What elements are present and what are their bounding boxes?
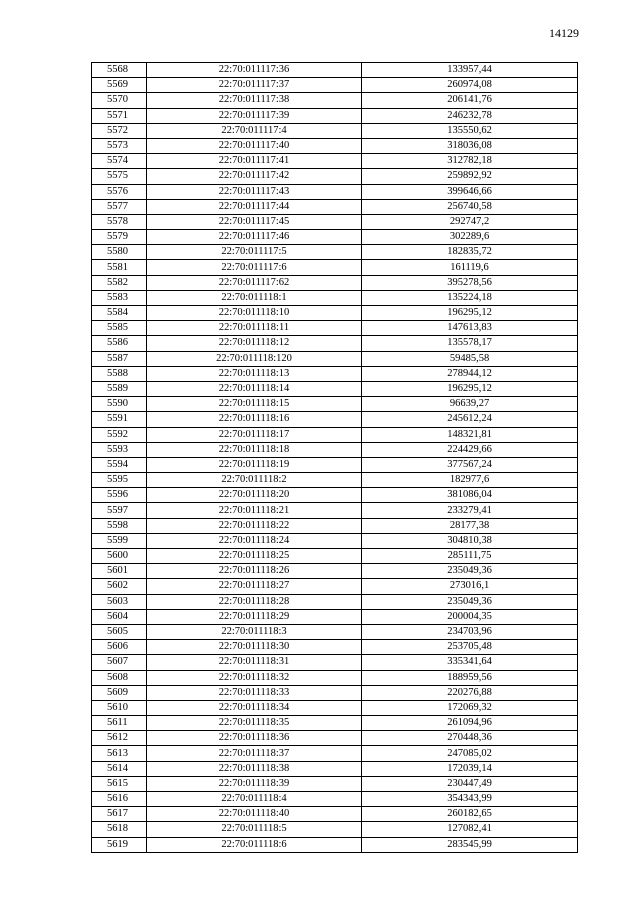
- cadastral-number-cell: 22:70:011118:6: [147, 837, 362, 852]
- row-number-cell: 5569: [92, 78, 147, 93]
- table-row: [92, 245, 578, 260]
- table-row: [92, 624, 578, 639]
- cadastral-number-cell: 22:70:011117:5: [147, 245, 362, 260]
- table-row: [92, 154, 578, 169]
- cadastral-number-cell: 22:70:011117:39: [147, 108, 362, 123]
- row-number-cell: 5576: [92, 184, 147, 199]
- row-number-cell: 5616: [92, 792, 147, 807]
- table-row: [92, 594, 578, 609]
- cadastral-value-cell: 96639,27: [362, 397, 578, 412]
- table-row: [92, 63, 578, 78]
- row-number-cell: 5596: [92, 488, 147, 503]
- table-row: [92, 700, 578, 715]
- table-row: [92, 579, 578, 594]
- cadastral-number-cell: 22:70:011118:10: [147, 306, 362, 321]
- cadastral-value-table: [91, 62, 578, 853]
- cadastral-value-cell: 259892,92: [362, 169, 578, 184]
- table-row: [92, 640, 578, 655]
- cadastral-number-cell: 22:70:011117:37: [147, 78, 362, 93]
- cadastral-value-cell: 148321,81: [362, 427, 578, 442]
- cadastral-number-cell: 22:70:011118:29: [147, 609, 362, 624]
- table-row: [92, 230, 578, 245]
- row-number-cell: 5594: [92, 457, 147, 472]
- cadastral-number-cell: 22:70:011118:25: [147, 549, 362, 564]
- row-number-cell: 5587: [92, 351, 147, 366]
- table-row: [92, 260, 578, 275]
- row-number-cell: 5601: [92, 564, 147, 579]
- cadastral-value-cell: 247085,02: [362, 746, 578, 761]
- table-row: [92, 169, 578, 184]
- cadastral-value-cell: 354343,99: [362, 792, 578, 807]
- table-row: [92, 776, 578, 791]
- row-number-cell: 5611: [92, 716, 147, 731]
- row-number-cell: 5604: [92, 609, 147, 624]
- cadastral-value-cell: 135224,18: [362, 290, 578, 305]
- row-number-cell: 5582: [92, 275, 147, 290]
- cadastral-value-cell: 200004,35: [362, 609, 578, 624]
- cadastral-number-cell: 22:70:011117:44: [147, 199, 362, 214]
- table-row: [92, 321, 578, 336]
- cadastral-number-cell: 22:70:011118:15: [147, 397, 362, 412]
- cadastral-value-cell: 260182,65: [362, 807, 578, 822]
- cadastral-number-cell: 22:70:011118:18: [147, 442, 362, 457]
- cadastral-number-cell: 22:70:011118:13: [147, 366, 362, 381]
- table-row: [92, 685, 578, 700]
- cadastral-number-cell: 22:70:011118:16: [147, 412, 362, 427]
- cadastral-value-cell: 302289,6: [362, 230, 578, 245]
- row-number-cell: 5584: [92, 306, 147, 321]
- row-number-cell: 5617: [92, 807, 147, 822]
- row-number-cell: 5585: [92, 321, 147, 336]
- cadastral-number-cell: 22:70:011118:22: [147, 518, 362, 533]
- row-number-cell: 5586: [92, 336, 147, 351]
- cadastral-value-cell: 172039,14: [362, 761, 578, 776]
- row-number-cell: 5570: [92, 93, 147, 108]
- cadastral-number-cell: 22:70:011117:43: [147, 184, 362, 199]
- row-number-cell: 5593: [92, 442, 147, 457]
- table-row: [92, 123, 578, 138]
- row-number-cell: 5609: [92, 685, 147, 700]
- table-row: [92, 822, 578, 837]
- cadastral-number-cell: 22:70:011118:32: [147, 670, 362, 685]
- row-number-cell: 5575: [92, 169, 147, 184]
- row-number-cell: 5614: [92, 761, 147, 776]
- table-row: [92, 457, 578, 472]
- cadastral-value-cell: 273016,1: [362, 579, 578, 594]
- table-row: [92, 564, 578, 579]
- table-row: [92, 351, 578, 366]
- cadastral-value-cell: 381086,04: [362, 488, 578, 503]
- cadastral-number-cell: 22:70:011118:38: [147, 761, 362, 776]
- table-row: [92, 473, 578, 488]
- table-row: [92, 138, 578, 153]
- cadastral-value-cell: 147613,83: [362, 321, 578, 336]
- cadastral-value-cell: 246232,78: [362, 108, 578, 123]
- row-number-cell: 5572: [92, 123, 147, 138]
- table-row: [92, 184, 578, 199]
- row-number-cell: 5578: [92, 214, 147, 229]
- row-number-cell: 5619: [92, 837, 147, 852]
- cadastral-number-cell: 22:70:011117:62: [147, 275, 362, 290]
- cadastral-value-cell: 245612,24: [362, 412, 578, 427]
- cadastral-number-cell: 22:70:011117:36: [147, 63, 362, 78]
- cadastral-number-cell: 22:70:011118:39: [147, 776, 362, 791]
- row-number-cell: 5607: [92, 655, 147, 670]
- row-number-cell: 5589: [92, 381, 147, 396]
- cadastral-value-cell: 292747,2: [362, 214, 578, 229]
- table-row: [92, 488, 578, 503]
- cadastral-value-cell: 182835,72: [362, 245, 578, 260]
- cadastral-number-cell: 22:70:011118:3: [147, 624, 362, 639]
- row-number-cell: 5568: [92, 63, 147, 78]
- table-row: [92, 655, 578, 670]
- row-number-cell: 5605: [92, 624, 147, 639]
- cadastral-value-cell: 318036,08: [362, 138, 578, 153]
- cadastral-value-cell: 59485,58: [362, 351, 578, 366]
- table-row: [92, 290, 578, 305]
- cadastral-value-cell: 283545,99: [362, 837, 578, 852]
- cadastral-value-cell: 278944,12: [362, 366, 578, 381]
- row-number-cell: 5599: [92, 533, 147, 548]
- table-row: [92, 746, 578, 761]
- cadastral-number-cell: 22:70:011117:4: [147, 123, 362, 138]
- cadastral-number-cell: 22:70:011118:11: [147, 321, 362, 336]
- page-number: 14129: [549, 26, 579, 40]
- row-number-cell: 5581: [92, 260, 147, 275]
- table-row: [92, 609, 578, 624]
- row-number-cell: 5597: [92, 503, 147, 518]
- cadastral-value-cell: 335341,64: [362, 655, 578, 670]
- cadastral-value-cell: 127082,41: [362, 822, 578, 837]
- table-row: [92, 78, 578, 93]
- table-row: [92, 442, 578, 457]
- cadastral-number-cell: 22:70:011117:40: [147, 138, 362, 153]
- cadastral-number-cell: 22:70:011118:12: [147, 336, 362, 351]
- row-number-cell: 5602: [92, 579, 147, 594]
- cadastral-number-cell: 22:70:011118:120: [147, 351, 362, 366]
- row-number-cell: 5615: [92, 776, 147, 791]
- table-body: [92, 63, 578, 853]
- cadastral-value-cell: 182977,6: [362, 473, 578, 488]
- table-row: [92, 549, 578, 564]
- cadastral-number-cell: 22:70:011118:40: [147, 807, 362, 822]
- table-row: [92, 503, 578, 518]
- cadastral-number-cell: 22:70:011118:27: [147, 579, 362, 594]
- cadastral-value-cell: 253705,48: [362, 640, 578, 655]
- table-row: [92, 108, 578, 123]
- cadastral-number-cell: 22:70:011118:31: [147, 655, 362, 670]
- cadastral-number-cell: 22:70:011118:20: [147, 488, 362, 503]
- table-row: [92, 397, 578, 412]
- cadastral-value-cell: 399646,66: [362, 184, 578, 199]
- cadastral-number-cell: 22:70:011118:36: [147, 731, 362, 746]
- cadastral-number-cell: 22:70:011118:35: [147, 716, 362, 731]
- cadastral-value-cell: 256740,58: [362, 199, 578, 214]
- cadastral-number-cell: 22:70:011118:30: [147, 640, 362, 655]
- row-number-cell: 5608: [92, 670, 147, 685]
- cadastral-number-cell: 22:70:011118:1: [147, 290, 362, 305]
- cadastral-number-cell: 22:70:011118:34: [147, 700, 362, 715]
- row-number-cell: 5595: [92, 473, 147, 488]
- cadastral-value-cell: 172069,32: [362, 700, 578, 715]
- cadastral-value-cell: 230447,49: [362, 776, 578, 791]
- cadastral-number-cell: 22:70:011117:42: [147, 169, 362, 184]
- cadastral-value-cell: 196295,12: [362, 381, 578, 396]
- cadastral-number-cell: 22:70:011118:21: [147, 503, 362, 518]
- table-row: [92, 214, 578, 229]
- cadastral-value-cell: 135550,62: [362, 123, 578, 138]
- cadastral-value-cell: 312782,18: [362, 154, 578, 169]
- cadastral-number-cell: 22:70:011117:38: [147, 93, 362, 108]
- table-row: [92, 792, 578, 807]
- row-number-cell: 5590: [92, 397, 147, 412]
- cadastral-value-cell: 235049,36: [362, 594, 578, 609]
- cadastral-value-cell: 233279,41: [362, 503, 578, 518]
- cadastral-value-cell: 133957,44: [362, 63, 578, 78]
- cadastral-number-cell: 22:70:011117:46: [147, 230, 362, 245]
- cadastral-value-cell: 220276,88: [362, 685, 578, 700]
- cadastral-value-cell: 395278,56: [362, 275, 578, 290]
- table-row: [92, 306, 578, 321]
- cadastral-number-cell: 22:70:011118:17: [147, 427, 362, 442]
- row-number-cell: 5592: [92, 427, 147, 442]
- cadastral-value-cell: 234703,96: [362, 624, 578, 639]
- cadastral-number-cell: 22:70:011117:41: [147, 154, 362, 169]
- table-row: [92, 381, 578, 396]
- row-number-cell: 5598: [92, 518, 147, 533]
- cadastral-number-cell: 22:70:011118:33: [147, 685, 362, 700]
- cadastral-number-cell: 22:70:011118:14: [147, 381, 362, 396]
- row-number-cell: 5612: [92, 731, 147, 746]
- cadastral-value-cell: 235049,36: [362, 564, 578, 579]
- cadastral-value-cell: 161119,6: [362, 260, 578, 275]
- cadastral-value-cell: 224429,66: [362, 442, 578, 457]
- table-row: [92, 837, 578, 852]
- row-number-cell: 5613: [92, 746, 147, 761]
- cadastral-value-cell: 28177,38: [362, 518, 578, 533]
- row-number-cell: 5591: [92, 412, 147, 427]
- cadastral-value-cell: 188959,56: [362, 670, 578, 685]
- row-number-cell: 5580: [92, 245, 147, 260]
- table-row: [92, 275, 578, 290]
- cadastral-number-cell: 22:70:011118:26: [147, 564, 362, 579]
- row-number-cell: 5579: [92, 230, 147, 245]
- table-row: [92, 716, 578, 731]
- table-row: [92, 731, 578, 746]
- row-number-cell: 5574: [92, 154, 147, 169]
- row-number-cell: 5577: [92, 199, 147, 214]
- table-row: [92, 761, 578, 776]
- table-row: [92, 807, 578, 822]
- row-number-cell: 5618: [92, 822, 147, 837]
- cadastral-value-cell: 135578,17: [362, 336, 578, 351]
- table-row: [92, 670, 578, 685]
- table-row: [92, 336, 578, 351]
- table-row: [92, 366, 578, 381]
- cadastral-value-cell: 260974,08: [362, 78, 578, 93]
- cadastral-value-cell: 304810,38: [362, 533, 578, 548]
- cadastral-number-cell: 22:70:011118:37: [147, 746, 362, 761]
- cadastral-number-cell: 22:70:011118:24: [147, 533, 362, 548]
- row-number-cell: 5588: [92, 366, 147, 381]
- cadastral-value-cell: 377567,24: [362, 457, 578, 472]
- table-row: [92, 533, 578, 548]
- row-number-cell: 5610: [92, 700, 147, 715]
- row-number-cell: 5600: [92, 549, 147, 564]
- cadastral-value-cell: 261094,96: [362, 716, 578, 731]
- cadastral-number-cell: 22:70:011117:45: [147, 214, 362, 229]
- row-number-cell: 5583: [92, 290, 147, 305]
- table-row: [92, 412, 578, 427]
- table-row: [92, 199, 578, 214]
- cadastral-value-cell: 206141,76: [362, 93, 578, 108]
- row-number-cell: 5603: [92, 594, 147, 609]
- cadastral-value-cell: 196295,12: [362, 306, 578, 321]
- row-number-cell: 5606: [92, 640, 147, 655]
- cadastral-value-cell: 285111,75: [362, 549, 578, 564]
- table-row: [92, 93, 578, 108]
- cadastral-number-cell: 22:70:011118:28: [147, 594, 362, 609]
- cadastral-value-cell: 270448,36: [362, 731, 578, 746]
- cadastral-number-cell: 22:70:011118:2: [147, 473, 362, 488]
- table-row: [92, 518, 578, 533]
- row-number-cell: 5571: [92, 108, 147, 123]
- cadastral-number-cell: 22:70:011117:6: [147, 260, 362, 275]
- row-number-cell: 5573: [92, 138, 147, 153]
- cadastral-number-cell: 22:70:011118:4: [147, 792, 362, 807]
- table-row: [92, 427, 578, 442]
- cadastral-number-cell: 22:70:011118:5: [147, 822, 362, 837]
- cadastral-number-cell: 22:70:011118:19: [147, 457, 362, 472]
